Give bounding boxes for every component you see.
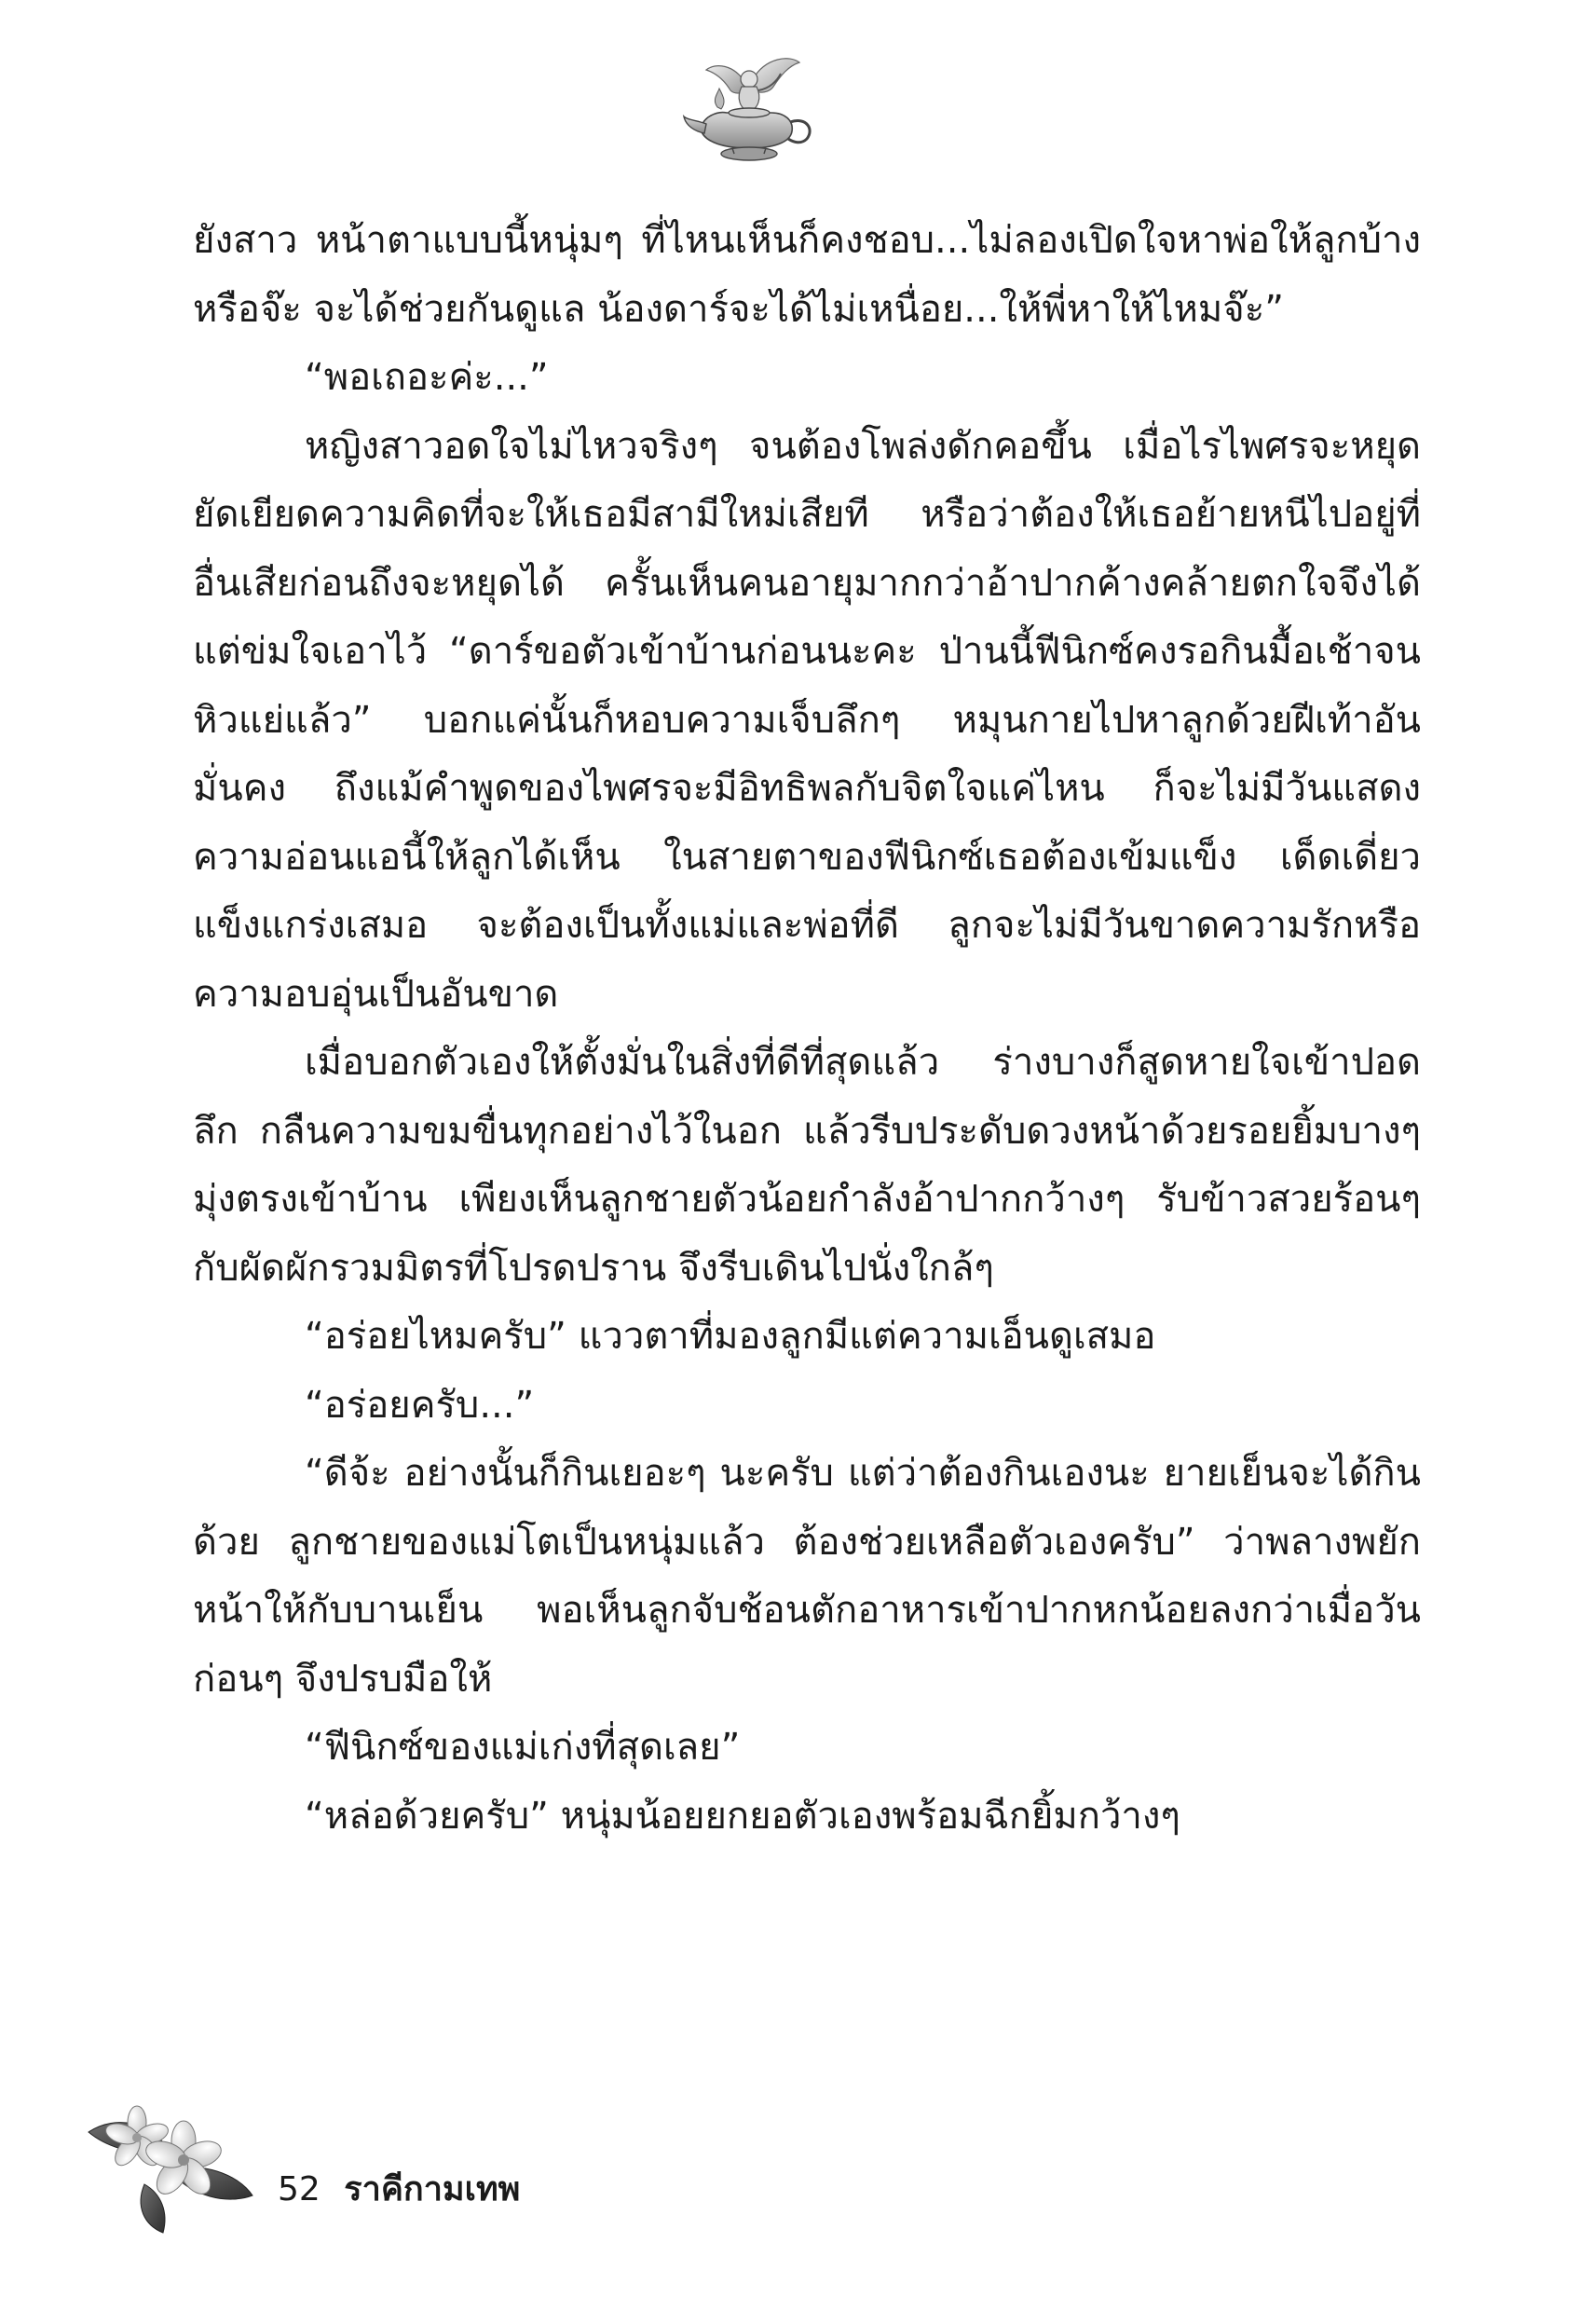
book-title: ราคีกามเทพ [344,2170,521,2208]
page-footer [278,2167,520,2212]
paragraph-5: “อร่อยไหมครับ” แววตาที่มองลูกมีแต่ความเอ็นดูเสมอ [305,1315,1156,1358]
paragraph-8: “ฟีนิกซ์ของแม่เก่งที่สุดเลย” [305,1726,741,1769]
paragraph-3: หญิงสาวอดใจไม่ไหวจริงๆ จนต้องโพล่งดักคอขึ้น เมื่อไรไพศรจะหยุดยัดเยียดความคิดที่จะให้เธอมีสามีใหม่เสียที หรือว่าต้องให้เธอย้ายหนีไปอยู่ที่อื่นเสียก่อนถึงจะหยุดได้ ครั้นเห็นคนอายุมากกว่าอ้าปากค้างคล้ายตกใจจึงได้แต่ข่มใจเอาไว้ “ดาร์ขอตัวเข้าบ้านก่อนนะคะ ป่านนี้ฟีนิกซ์คงรอกินมื้อเช้าจนหิวแย่แล้ว” บอกแค่นั้นก็หอบความเจ็บลึกๆ หมุนกายไปหาลูกด้วยฝีเท้าอันมั่นคง ถึงแม้คำพูดของไพศรจะมีอิทธิพลกับจิตใจแค่ไหน ก็จะไม่มีวันแสดงความอ่อนแอนี้ให้ลูกได้เห็น ในสายตาของฟีนิกซ์เธอต้องเข้มแข็ง เด็ดเดี่ยว แข็งแกร่งเสมอ จะต้องเป็นทั้งแม่และพ่อที่ดี ลูกจะไม่มีวันขาดความรักหรือความอบอุ่นเป็นอันขาด [193,424,1421,1016]
paragraph-9: “หล่อด้วยครับ” หนุ่มน้อยยกยอตัวเองพร้อมฉีกยิ้มกว้างๆ [305,1794,1180,1838]
paragraph-4: เมื่อบอกตัวเองให้ตั้งมั่นในสิ่งที่ดีที่สุดแล้ว ร่างบางก็สูดหายใจเข้าปอดลึก กลืนความขมขื่นทุกอย่างไว้ในอก แล้วรีบประดับดวงหน้าด้วยรอยยิ้มบางๆ มุ่งตรงเข้าบ้าน เพียงเห็นลูกชายตัวน้อยกำลังอ้าปากกว้างๆ รับข้าวสวยร้อนๆ กับผัดผักรวมมิตรที่โปรดปราน จึงรีบเดินไปนั่งใกล้ๆ [193,1041,1421,1290]
paragraph-1: ยังสาว หน้าตาแบบนี้หนุ่มๆ ที่ไหนเห็นก็คงชอบ...ไม่ลองเปิดใจหาพ่อให้ลูกบ้างหรือจ๊ะ จะได้ช่วยกันดูแล น้องดาร์จะได้ไม่เหนื่อย...ให้พี่หาให้ไหมจ๊ะ” [193,219,1421,331]
page-number: 52 [278,2170,321,2208]
angel-lamp-emblem-icon [680,51,820,172]
paragraph-6: “อร่อยครับ...” [305,1383,535,1427]
body-text [193,207,1421,1851]
paragraph-7: “ดีจ้ะ อย่างนั้นก็กินเยอะๆ นะครับ แต่ว่าต้องกินเองนะ ยายเย็นจะได้กินด้วย ลูกชายของแม่โตเป็นหนุ่มแล้ว ต้องช่วยเหลือตัวเองครับ” ว่าพลางพยักหน้าให้กับบานเย็น พอเห็นลูกจับช้อนตักอาหารเข้าปากหกน้อยลงกว่าเมื่อวันก่อนๆ จึงปรบมือให้ [193,1452,1421,1701]
plumeria-flower-icon [79,2095,256,2235]
paragraph-2: “พอเถอะค่ะ...” [305,356,549,399]
